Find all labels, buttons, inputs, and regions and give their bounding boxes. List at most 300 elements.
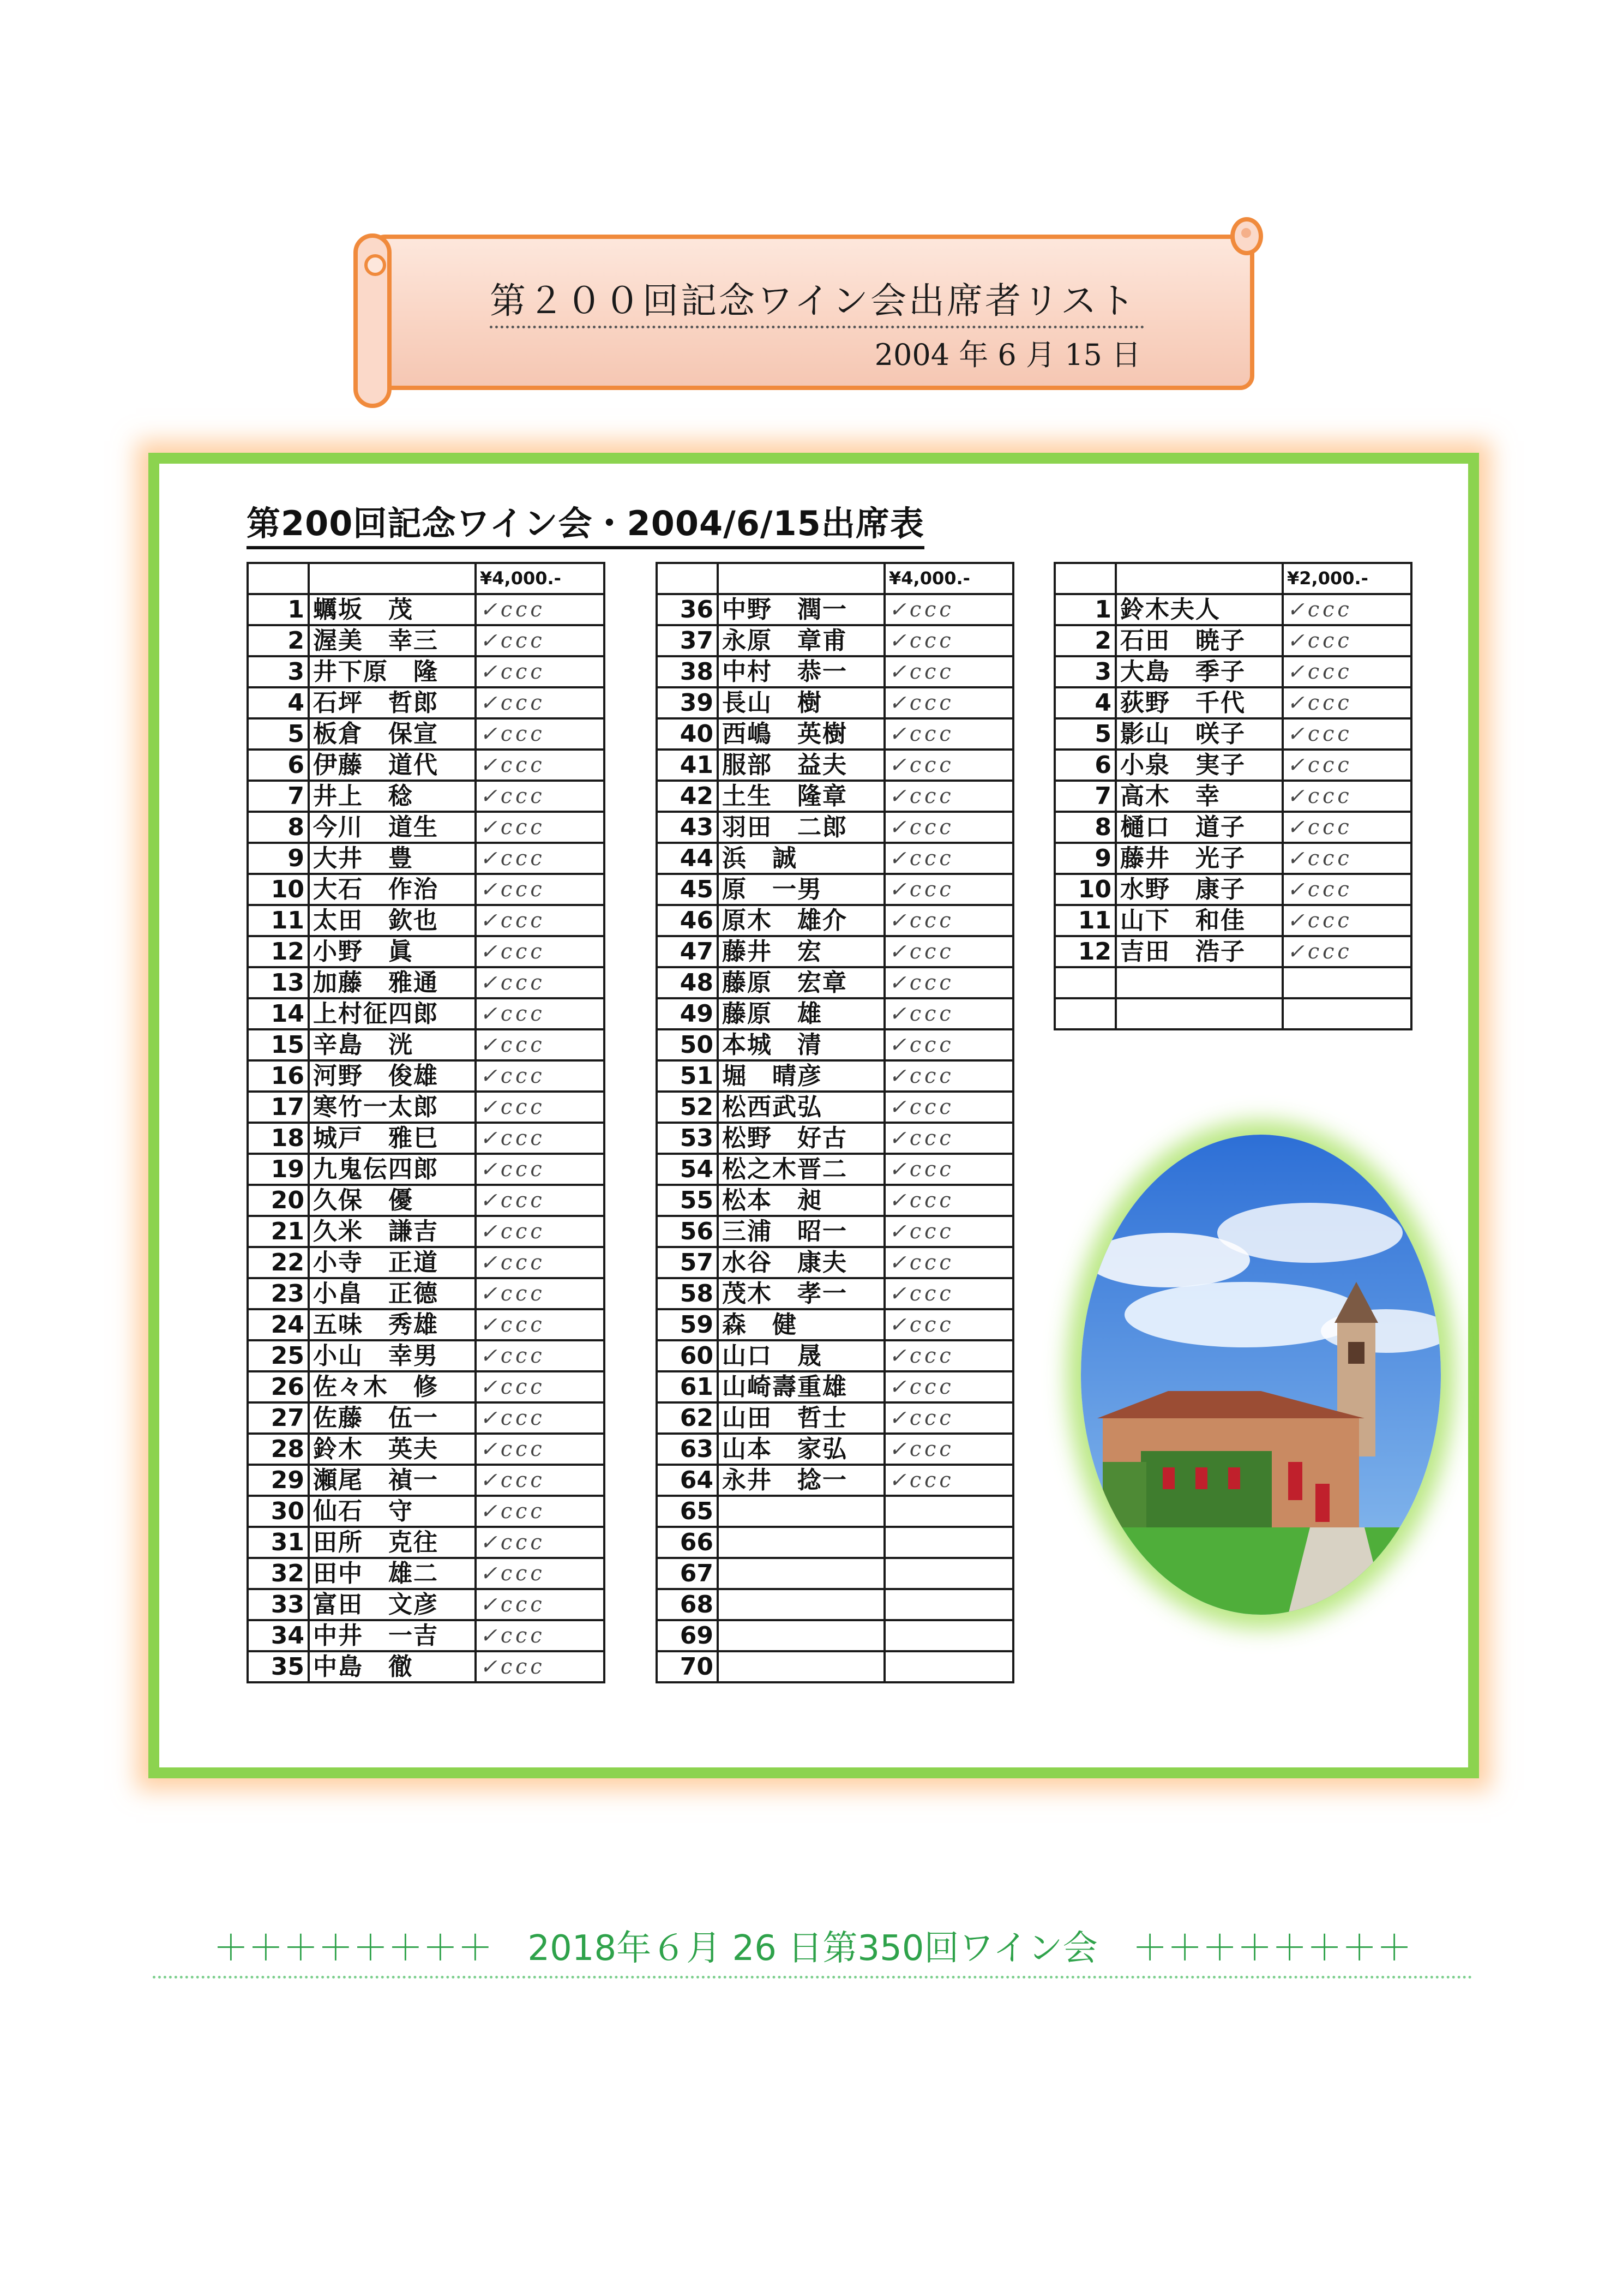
attendee-name: 中島 徹 — [309, 1651, 476, 1682]
payment-mark: ✓ccc — [885, 1123, 1013, 1154]
attendee-number — [1055, 998, 1116, 1029]
table-row — [657, 1496, 1013, 1527]
attendee-number: 58 — [657, 1278, 718, 1309]
header-cell — [657, 563, 718, 594]
payment-mark: ✓ccc — [476, 1527, 604, 1558]
table-row — [657, 594, 1013, 625]
attendee-name — [718, 1558, 885, 1589]
payment-mark: ✓ccc — [476, 781, 604, 812]
table-row — [248, 781, 604, 812]
title-scroll-banner — [371, 235, 1254, 390]
table-row — [657, 1060, 1013, 1092]
attendee-name: 鈴木 英夫 — [309, 1434, 476, 1465]
payment-mark: ✓ccc — [476, 1371, 604, 1402]
attendee-name: 服部 益夫 — [718, 750, 885, 781]
attendee-number: 24 — [248, 1309, 309, 1340]
attendee-name: 藤井 宏 — [718, 936, 885, 967]
attendee-name: 佐々木 修 — [309, 1371, 476, 1402]
attendee-number: 8 — [1055, 812, 1116, 843]
payment-mark: ✓ccc — [476, 594, 604, 625]
payment-mark: ✓ccc — [1283, 594, 1411, 625]
payment-mark: ✓ccc — [476, 1247, 604, 1278]
table-row — [657, 843, 1013, 874]
table-row — [248, 656, 604, 687]
attendee-number: 62 — [657, 1402, 718, 1434]
attendee-name: 蠣坂 茂 — [309, 594, 476, 625]
attendee-number: 37 — [657, 625, 718, 656]
attendee-name: 小野 眞 — [309, 936, 476, 967]
table-row — [248, 967, 604, 998]
table-row — [248, 1029, 604, 1060]
attendee-name: 永原 章甫 — [718, 625, 885, 656]
attendee-name: 大石 作治 — [309, 874, 476, 905]
attendee-name: 森 健 — [718, 1309, 885, 1340]
attendee-name: 城戸 雅巳 — [309, 1123, 476, 1154]
roster-header-row — [248, 563, 604, 594]
table-row — [657, 625, 1013, 656]
attendee-number: 56 — [657, 1216, 718, 1247]
attendee-name: 五味 秀雄 — [309, 1309, 476, 1340]
attendee-name: 井下原 隆 — [309, 656, 476, 687]
attendee-number: 46 — [657, 905, 718, 936]
fee-header: ¥4,000.- — [476, 563, 604, 594]
payment-mark: ✓ccc — [885, 936, 1013, 967]
attendee-name: 河野 俊雄 — [309, 1060, 476, 1092]
table-row — [248, 1434, 604, 1465]
payment-mark: ✓ccc — [885, 1060, 1013, 1092]
payment-mark — [885, 1496, 1013, 1527]
attendee-number: 54 — [657, 1154, 718, 1185]
table-row — [657, 1029, 1013, 1060]
payment-mark: ✓ccc — [1283, 781, 1411, 812]
attendee-number: 5 — [1055, 718, 1116, 750]
attendee-number: 12 — [248, 936, 309, 967]
attendee-number: 63 — [657, 1434, 718, 1465]
header-cell — [309, 563, 476, 594]
attendee-number: 17 — [248, 1092, 309, 1123]
payment-mark: ✓ccc — [1283, 843, 1411, 874]
payment-mark — [885, 1527, 1013, 1558]
attendee-name: 山田 哲士 — [718, 1402, 885, 1434]
payment-mark: ✓ccc — [885, 750, 1013, 781]
attendee-name: 原木 雄介 — [718, 905, 885, 936]
attendee-name — [718, 1527, 885, 1558]
payment-mark: ✓ccc — [476, 967, 604, 998]
attendee-name: 田所 克往 — [309, 1527, 476, 1558]
payment-mark: ✓ccc — [476, 1651, 604, 1682]
payment-mark: ✓ccc — [476, 1340, 604, 1371]
attendee-number — [1055, 967, 1116, 998]
table-row — [248, 1340, 604, 1371]
attendee-number: 7 — [1055, 781, 1116, 812]
table-row — [248, 1558, 604, 1589]
payment-mark: ✓ccc — [885, 1216, 1013, 1247]
attendee-name: 辛島 洸 — [309, 1029, 476, 1060]
table-row — [657, 1620, 1013, 1651]
attendee-name: 水野 康子 — [1116, 874, 1283, 905]
attendee-name: 松西武弘 — [718, 1092, 885, 1123]
attendee-name: 長山 樹 — [718, 687, 885, 718]
header-cell — [1116, 563, 1283, 594]
table-row — [248, 718, 604, 750]
payment-mark — [1283, 967, 1411, 998]
attendee-number: 32 — [248, 1558, 309, 1589]
payment-mark: ✓ccc — [885, 1092, 1013, 1123]
table-row — [1055, 594, 1411, 625]
attendee-number: 34 — [248, 1620, 309, 1651]
payment-mark: ✓ccc — [885, 967, 1013, 998]
table-row — [657, 1558, 1013, 1589]
table-row — [248, 625, 604, 656]
attendee-name — [1116, 967, 1283, 998]
payment-mark: ✓ccc — [476, 1558, 604, 1589]
payment-mark: ✓ccc — [885, 1154, 1013, 1185]
attendee-name: 板倉 保宣 — [309, 718, 476, 750]
attendee-number: 1 — [1055, 594, 1116, 625]
payment-mark: ✓ccc — [476, 843, 604, 874]
payment-mark: ✓ccc — [885, 1029, 1013, 1060]
payment-mark: ✓ccc — [476, 718, 604, 750]
attendee-number: 19 — [248, 1154, 309, 1185]
table-row — [248, 1278, 604, 1309]
payment-mark — [885, 1651, 1013, 1682]
attendee-number: 67 — [657, 1558, 718, 1589]
attendee-number: 13 — [248, 967, 309, 998]
attendee-number: 64 — [657, 1465, 718, 1496]
attendee-number: 57 — [657, 1247, 718, 1278]
attendee-number: 47 — [657, 936, 718, 967]
attendee-number: 7 — [248, 781, 309, 812]
attendee-name: 本城 清 — [718, 1029, 885, 1060]
attendee-number: 10 — [248, 874, 309, 905]
table-row — [1055, 936, 1411, 967]
attendee-number: 23 — [248, 1278, 309, 1309]
payment-mark: ✓ccc — [476, 750, 604, 781]
attendee-number: 8 — [248, 812, 309, 843]
attendee-number: 10 — [1055, 874, 1116, 905]
attendee-number: 16 — [248, 1060, 309, 1092]
attendee-name: 藤井 光子 — [1116, 843, 1283, 874]
attendee-number: 30 — [248, 1496, 309, 1527]
attendee-name: 土生 隆章 — [718, 781, 885, 812]
table-row — [248, 687, 604, 718]
table-row — [657, 1340, 1013, 1371]
attendee-name: 山本 家弘 — [718, 1434, 885, 1465]
table-row — [657, 1185, 1013, 1216]
table-row — [657, 1402, 1013, 1434]
payment-mark: ✓ccc — [476, 1496, 604, 1527]
payment-mark: ✓ccc — [885, 1402, 1013, 1434]
header-cell — [718, 563, 885, 594]
attendee-number: 33 — [248, 1589, 309, 1620]
attendee-number: 20 — [248, 1185, 309, 1216]
table-row — [657, 687, 1013, 718]
table-row — [248, 812, 604, 843]
payment-mark: ✓ccc — [476, 1185, 604, 1216]
attendee-name: 藤原 宏章 — [718, 967, 885, 998]
table-row — [248, 1620, 604, 1651]
attendee-name — [1116, 998, 1283, 1029]
attendee-number: 12 — [1055, 936, 1116, 967]
attendee-number: 41 — [657, 750, 718, 781]
table-row — [248, 1247, 604, 1278]
attendee-number: 25 — [248, 1340, 309, 1371]
attendee-name: 吉田 浩子 — [1116, 936, 1283, 967]
payment-mark: ✓ccc — [476, 812, 604, 843]
payment-mark: ✓ccc — [476, 687, 604, 718]
attendee-number: 70 — [657, 1651, 718, 1682]
payment-mark: ✓ccc — [885, 687, 1013, 718]
attendee-name: 水谷 康夫 — [718, 1247, 885, 1278]
payment-mark: ✓ccc — [885, 625, 1013, 656]
attendee-name — [718, 1620, 885, 1651]
payment-mark: ✓ccc — [885, 1185, 1013, 1216]
attendee-number: 43 — [657, 812, 718, 843]
attendee-name: 山下 和佳 — [1116, 905, 1283, 936]
table-row — [248, 874, 604, 905]
attendee-number: 61 — [657, 1371, 718, 1402]
table-row — [657, 781, 1013, 812]
attendee-name: 茂木 孝一 — [718, 1278, 885, 1309]
attendee-number: 27 — [248, 1402, 309, 1434]
payment-mark: ✓ccc — [476, 656, 604, 687]
attendee-number: 53 — [657, 1123, 718, 1154]
table-row — [657, 1247, 1013, 1278]
table-row — [1055, 687, 1411, 718]
payment-mark — [885, 1620, 1013, 1651]
payment-mark: ✓ccc — [476, 625, 604, 656]
attendee-number: 3 — [1055, 656, 1116, 687]
table-row — [657, 1092, 1013, 1123]
attendee-name: 松野 好古 — [718, 1123, 885, 1154]
scroll-curl-right-icon — [1230, 217, 1263, 255]
payment-mark: ✓ccc — [885, 718, 1013, 750]
payment-mark: ✓ccc — [885, 812, 1013, 843]
table-row — [248, 1371, 604, 1402]
attendee-name: 佐藤 伍一 — [309, 1402, 476, 1434]
table-row — [657, 718, 1013, 750]
table-row — [657, 1527, 1013, 1558]
payment-mark: ✓ccc — [476, 1060, 604, 1092]
table-row — [1055, 874, 1411, 905]
payment-mark: ✓ccc — [1283, 656, 1411, 687]
payment-mark: ✓ccc — [476, 1434, 604, 1465]
attendee-name — [718, 1496, 885, 1527]
banner-date: 2004 年 6 月 15 日 — [874, 338, 1141, 372]
table-row — [248, 750, 604, 781]
roster-header-row — [1055, 563, 1411, 594]
attendee-number: 22 — [248, 1247, 309, 1278]
payment-mark: ✓ccc — [476, 1092, 604, 1123]
attendee-number: 14 — [248, 998, 309, 1029]
table-row — [1055, 625, 1411, 656]
attendee-number: 9 — [1055, 843, 1116, 874]
attendee-number: 35 — [248, 1651, 309, 1682]
payment-mark: ✓ccc — [1283, 936, 1411, 967]
table-row — [657, 1123, 1013, 1154]
table-row — [248, 1092, 604, 1123]
payment-mark: ✓ccc — [1283, 905, 1411, 936]
table-row — [657, 936, 1013, 967]
attendee-number: 26 — [248, 1371, 309, 1402]
attendee-number: 38 — [657, 656, 718, 687]
attendee-name: 山口 晟 — [718, 1340, 885, 1371]
attendee-number: 69 — [657, 1620, 718, 1651]
table-row — [248, 1651, 604, 1682]
attendee-name: 鈴木夫人 — [1116, 594, 1283, 625]
payment-mark: ✓ccc — [885, 1340, 1013, 1371]
payment-mark: ✓ccc — [476, 1216, 604, 1247]
payment-mark: ✓ccc — [885, 594, 1013, 625]
payment-mark: ✓ccc — [1283, 874, 1411, 905]
attendee-number: 36 — [657, 594, 718, 625]
attendee-name: 大島 季子 — [1116, 656, 1283, 687]
table-row — [1055, 812, 1411, 843]
attendee-name: 渥美 幸三 — [309, 625, 476, 656]
attendee-number: 2 — [248, 625, 309, 656]
attendee-number: 28 — [248, 1434, 309, 1465]
table-row — [657, 1309, 1013, 1340]
header-cell — [1055, 563, 1116, 594]
attendee-name: 田中 雄二 — [309, 1558, 476, 1589]
attendee-number: 49 — [657, 998, 718, 1029]
table-row — [1055, 750, 1411, 781]
attendee-number: 52 — [657, 1092, 718, 1123]
roster-table-3 — [1054, 562, 1412, 1030]
payment-mark: ✓ccc — [476, 1123, 604, 1154]
payment-mark: ✓ccc — [1283, 718, 1411, 750]
attendee-name: 久米 謙吉 — [309, 1216, 476, 1247]
table-row — [248, 1496, 604, 1527]
table-row — [248, 1060, 604, 1092]
attendee-number: 11 — [1055, 905, 1116, 936]
table-row — [248, 1402, 604, 1434]
payment-mark: ✓ccc — [476, 1029, 604, 1060]
attendee-number: 51 — [657, 1060, 718, 1092]
attendee-number: 1 — [248, 594, 309, 625]
table-row — [657, 967, 1013, 998]
payment-mark: ✓ccc — [1283, 750, 1411, 781]
attendee-name: 浜 誠 — [718, 843, 885, 874]
table-row — [248, 1527, 604, 1558]
attendee-number: 3 — [248, 656, 309, 687]
attendee-number: 45 — [657, 874, 718, 905]
table-row — [1055, 905, 1411, 936]
payment-mark: ✓ccc — [885, 1371, 1013, 1402]
attendee-number: 6 — [248, 750, 309, 781]
table-row — [657, 1371, 1013, 1402]
attendee-name: 加藤 雅通 — [309, 967, 476, 998]
attendee-name: 石田 暁子 — [1116, 625, 1283, 656]
attendee-name: 小畠 正德 — [309, 1278, 476, 1309]
attendee-number: 4 — [1055, 687, 1116, 718]
payment-mark: ✓ccc — [476, 1309, 604, 1340]
table-row — [657, 998, 1013, 1029]
table-row — [248, 1216, 604, 1247]
table-row — [248, 1465, 604, 1496]
attendee-name: 上村征四郎 — [309, 998, 476, 1029]
attendee-number: 40 — [657, 718, 718, 750]
payment-mark — [885, 1558, 1013, 1589]
attendee-number: 59 — [657, 1309, 718, 1340]
table-row — [657, 905, 1013, 936]
attendee-number: 4 — [248, 687, 309, 718]
payment-mark: ✓ccc — [885, 998, 1013, 1029]
winery-photo — [1081, 1135, 1441, 1615]
table-row — [248, 936, 604, 967]
attendee-number: 60 — [657, 1340, 718, 1371]
table-row — [1055, 998, 1411, 1029]
attendee-name: 影山 咲子 — [1116, 718, 1283, 750]
table-row — [248, 843, 604, 874]
attendee-name: 瀬尾 禎一 — [309, 1465, 476, 1496]
table-row — [657, 1278, 1013, 1309]
attendee-name: 原 一男 — [718, 874, 885, 905]
attendee-name: 小寺 正道 — [309, 1247, 476, 1278]
attendee-number: 29 — [248, 1465, 309, 1496]
payment-mark: ✓ccc — [476, 936, 604, 967]
attendee-number: 50 — [657, 1029, 718, 1060]
payment-mark: ✓ccc — [476, 998, 604, 1029]
payment-mark: ✓ccc — [476, 1278, 604, 1309]
payment-mark — [885, 1589, 1013, 1620]
payment-mark — [1283, 998, 1411, 1029]
attendee-name: 太田 欽也 — [309, 905, 476, 936]
attendee-name: 山崎壽重雄 — [718, 1371, 885, 1402]
table-row — [248, 1123, 604, 1154]
payment-mark: ✓ccc — [885, 843, 1013, 874]
payment-mark: ✓ccc — [1283, 687, 1411, 718]
payment-mark: ✓ccc — [476, 1402, 604, 1434]
attendee-number: 44 — [657, 843, 718, 874]
payment-mark: ✓ccc — [1283, 812, 1411, 843]
payment-mark: ✓ccc — [885, 1434, 1013, 1465]
fee-header: ¥4,000.- — [885, 563, 1013, 594]
attendee-name: 中井 一吉 — [309, 1620, 476, 1651]
attendee-name: 石坪 哲郎 — [309, 687, 476, 718]
attendee-name: 中村 恭一 — [718, 656, 885, 687]
attendee-number: 42 — [657, 781, 718, 812]
table-row — [248, 1309, 604, 1340]
sheet-title: 第200回記念ワイン会・2004/6/15出席表 — [247, 496, 924, 549]
payment-mark: ✓ccc — [885, 781, 1013, 812]
table-row — [657, 1651, 1013, 1682]
attendee-name: 今川 道生 — [309, 812, 476, 843]
attendee-name: 井上 稔 — [309, 781, 476, 812]
roster-table-1 — [247, 562, 605, 1683]
attendee-name: 小山 幸男 — [309, 1340, 476, 1371]
attendance-sheet-frame — [148, 453, 1479, 1778]
payment-mark: ✓ccc — [476, 905, 604, 936]
table-row — [1055, 843, 1411, 874]
attendee-number: 48 — [657, 967, 718, 998]
attendee-name: 松本 昶 — [718, 1185, 885, 1216]
attendee-name: 西嶋 英樹 — [718, 718, 885, 750]
attendee-name: 三浦 昭一 — [718, 1216, 885, 1247]
attendee-number: 18 — [248, 1123, 309, 1154]
payment-mark: ✓ccc — [885, 1309, 1013, 1340]
table-row — [657, 1154, 1013, 1185]
attendee-name — [718, 1589, 885, 1620]
roster-header-row — [657, 563, 1013, 594]
attendee-name: 久保 優 — [309, 1185, 476, 1216]
table-row — [1055, 967, 1411, 998]
payment-mark: ✓ccc — [476, 874, 604, 905]
attendee-name: 藤原 雄 — [718, 998, 885, 1029]
attendee-name: 伊藤 道代 — [309, 750, 476, 781]
table-row — [1055, 781, 1411, 812]
attendee-number: 65 — [657, 1496, 718, 1527]
